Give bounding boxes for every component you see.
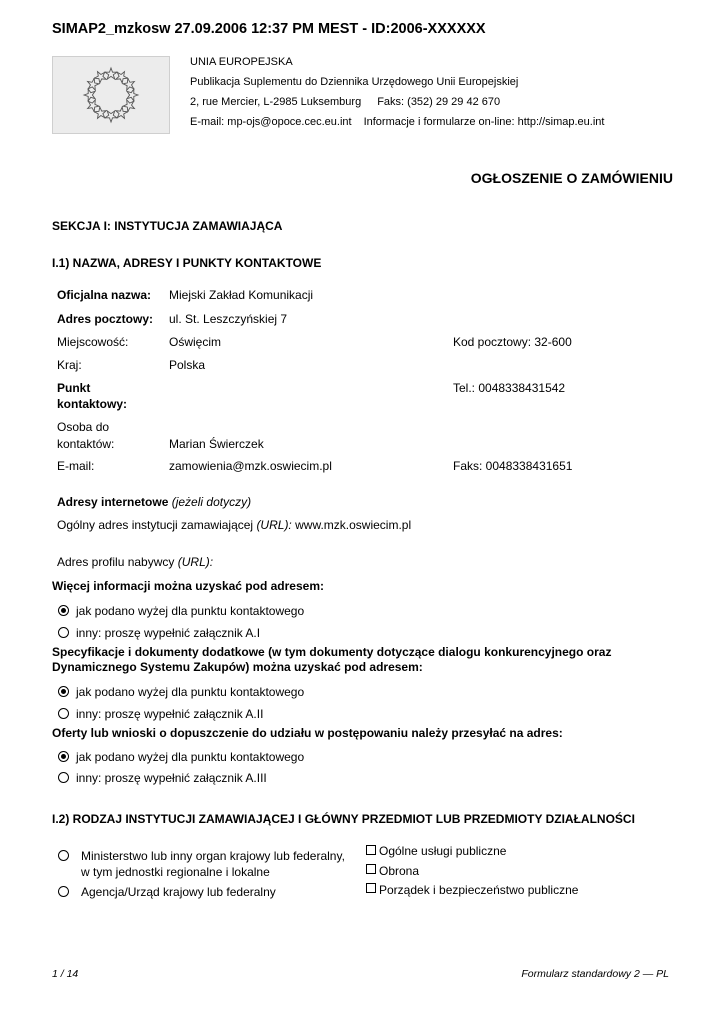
contact-person-value: Marian Świerczek: [169, 437, 264, 451]
offers-option-1: jak podano wyżej dla punktu kontaktowego: [76, 750, 305, 764]
specs-title-line2: Dynamicznego Systemu Zakupów) można uzyskać pod adresem:: [52, 660, 423, 674]
contact-point-label-2: kontaktowy:: [57, 397, 128, 411]
authority-type-radio-agency[interactable]: [58, 886, 69, 897]
authority-type-option-1-line2: w tym jednostki regionalne i lokalne: [81, 865, 270, 879]
internet-addresses-heading: [57, 495, 251, 509]
form-name: Formularz standardowy 2 — PL: [521, 968, 669, 980]
authority-type-option-2: Agencja/Urząd krajowy lub federalny: [81, 885, 276, 899]
publisher-line4: [190, 112, 604, 132]
document-header: SIMAP2_mzkosw 27.09.2006 12:37 PM MEST - ID:2006-XXXXXX: [52, 21, 486, 37]
more-info-option-1: jak podano wyżej dla punktu kontaktowego: [76, 604, 305, 618]
publisher-line2: Publikacja Suplementu do Dziennika Urzędowego Unii Europejskiej: [190, 76, 519, 88]
page-number: 1 / 14: [52, 968, 79, 980]
publisher-line1: UNIA EUROPEJSKA: [190, 56, 293, 68]
offers-option-2: inny: proszę wypełnić załącznik A.III: [76, 771, 267, 785]
buyer-profile-row: [57, 555, 213, 569]
activity-option-2: Obrona: [379, 864, 420, 878]
authority-type-option-1-line1: Ministerstwo lub inny organ krajowy lub federalny,: [81, 849, 345, 863]
specs-radio-contact[interactable]: [58, 686, 69, 697]
more-info-option-2: inny: proszę wypełnić załącznik A.I: [76, 626, 261, 640]
fax-value: Faks: 0048338431651: [453, 459, 573, 473]
more-info-radio-other[interactable]: [58, 627, 69, 638]
notice-title: OGŁOSZENIE O ZAMÓWIENIU: [470, 170, 673, 186]
specs-radio-other[interactable]: [58, 708, 69, 719]
subsection-1-title: I.1) NAZWA, ADRESY I PUNKTY KONTAKTOWE: [52, 256, 322, 270]
publisher-fax: Faks: (352) 29 29 42 670: [377, 96, 501, 108]
buyer-profile-note: (URL):: [177, 555, 214, 569]
more-info-title: Więcej informacji można uzyskać pod adresem:: [52, 579, 324, 593]
postal-address-label: Adres pocztowy:: [57, 312, 154, 326]
more-info-radio-contact[interactable]: [58, 605, 69, 616]
specs-title-line1: Specyfikacje i dokumenty dodatkowe (w tym dokumenty dotyczące dialogu konkurencyjnego oraz: [52, 645, 612, 659]
telephone-value: Tel.: 0048338431542: [453, 381, 566, 395]
subsection-2-title: I.2) RODZAJ INSTYTUCJI ZAMAWIAJĄCEJ I GŁÓWNY PRZEDMIOT LUB PRZEDMIOTY DZIAŁALNOŚCI: [52, 812, 635, 826]
contact-person-label-2: kontaktów:: [57, 437, 115, 451]
official-name-label: Oficjalna nazwa:: [57, 288, 152, 302]
official-name-value: Miejski Zakład Komunikacji: [169, 288, 314, 302]
general-url-value: www.mzk.oswiecim.pl: [295, 518, 412, 532]
activity-checkbox-defence[interactable]: [366, 864, 376, 874]
publisher-email: E-mail: mp-ojs@opoce.cec.eu.int: [190, 116, 352, 128]
general-url-row: [57, 518, 411, 532]
activity-checkbox-public-order[interactable]: [366, 883, 376, 893]
email-label: E-mail:: [57, 459, 95, 473]
city-label: Miejscowość:: [57, 335, 129, 349]
publisher-line3: [190, 92, 500, 112]
postcode-value: Kod pocztowy: 32-600: [453, 335, 572, 349]
activity-option-3: Porządek i bezpieczeństwo publiczne: [379, 883, 579, 897]
publisher-info: Informacje i formularze on-line: http://simap.eu.int: [363, 116, 605, 128]
general-url-note: (URL):: [256, 518, 292, 532]
country-label: Kraj:: [57, 358, 82, 372]
general-url-label: Ogólny adres instytucji zamawiającej: [57, 518, 254, 532]
offers-title: Oferty lub wnioski o dopuszczenie do udziału w postępowaniu należy przesyłać na adres:: [52, 726, 563, 740]
publisher-address: 2, rue Mercier, L-2985 Luksemburg: [190, 96, 362, 108]
offers-radio-contact[interactable]: [58, 751, 69, 762]
activity-option-1: Ogólne usługi publiczne: [379, 844, 507, 858]
activity-checkbox-general-services[interactable]: [366, 845, 376, 855]
contact-person-label-1: Osoba do: [57, 420, 110, 434]
section-title: SEKCJA I: INSTYTUCJA ZAMAWIAJĄCA: [52, 219, 283, 233]
internet-addresses-note: (jeżeli dotyczy): [171, 495, 252, 509]
offers-radio-other[interactable]: [58, 772, 69, 783]
postal-address-value: ul. St. Leszczyńskiej 7: [169, 312, 288, 326]
buyer-profile-label: Adres profilu nabywcy: [57, 555, 175, 569]
authority-type-radio-ministry[interactable]: [58, 850, 69, 861]
internet-addresses-label: Adresy internetowe: [57, 495, 169, 509]
email-value: zamowienia@mzk.oswiecim.pl: [169, 459, 332, 473]
city-value: Oświęcim: [169, 335, 222, 349]
country-value: Polska: [169, 358, 206, 372]
specs-option-2: inny: proszę wypełnić załącznik A.II: [76, 707, 264, 721]
contact-point-label-1: Punkt: [57, 381, 91, 395]
eu-flag-logo: [52, 56, 170, 134]
specs-option-1: jak podano wyżej dla punktu kontaktowego: [76, 685, 305, 699]
